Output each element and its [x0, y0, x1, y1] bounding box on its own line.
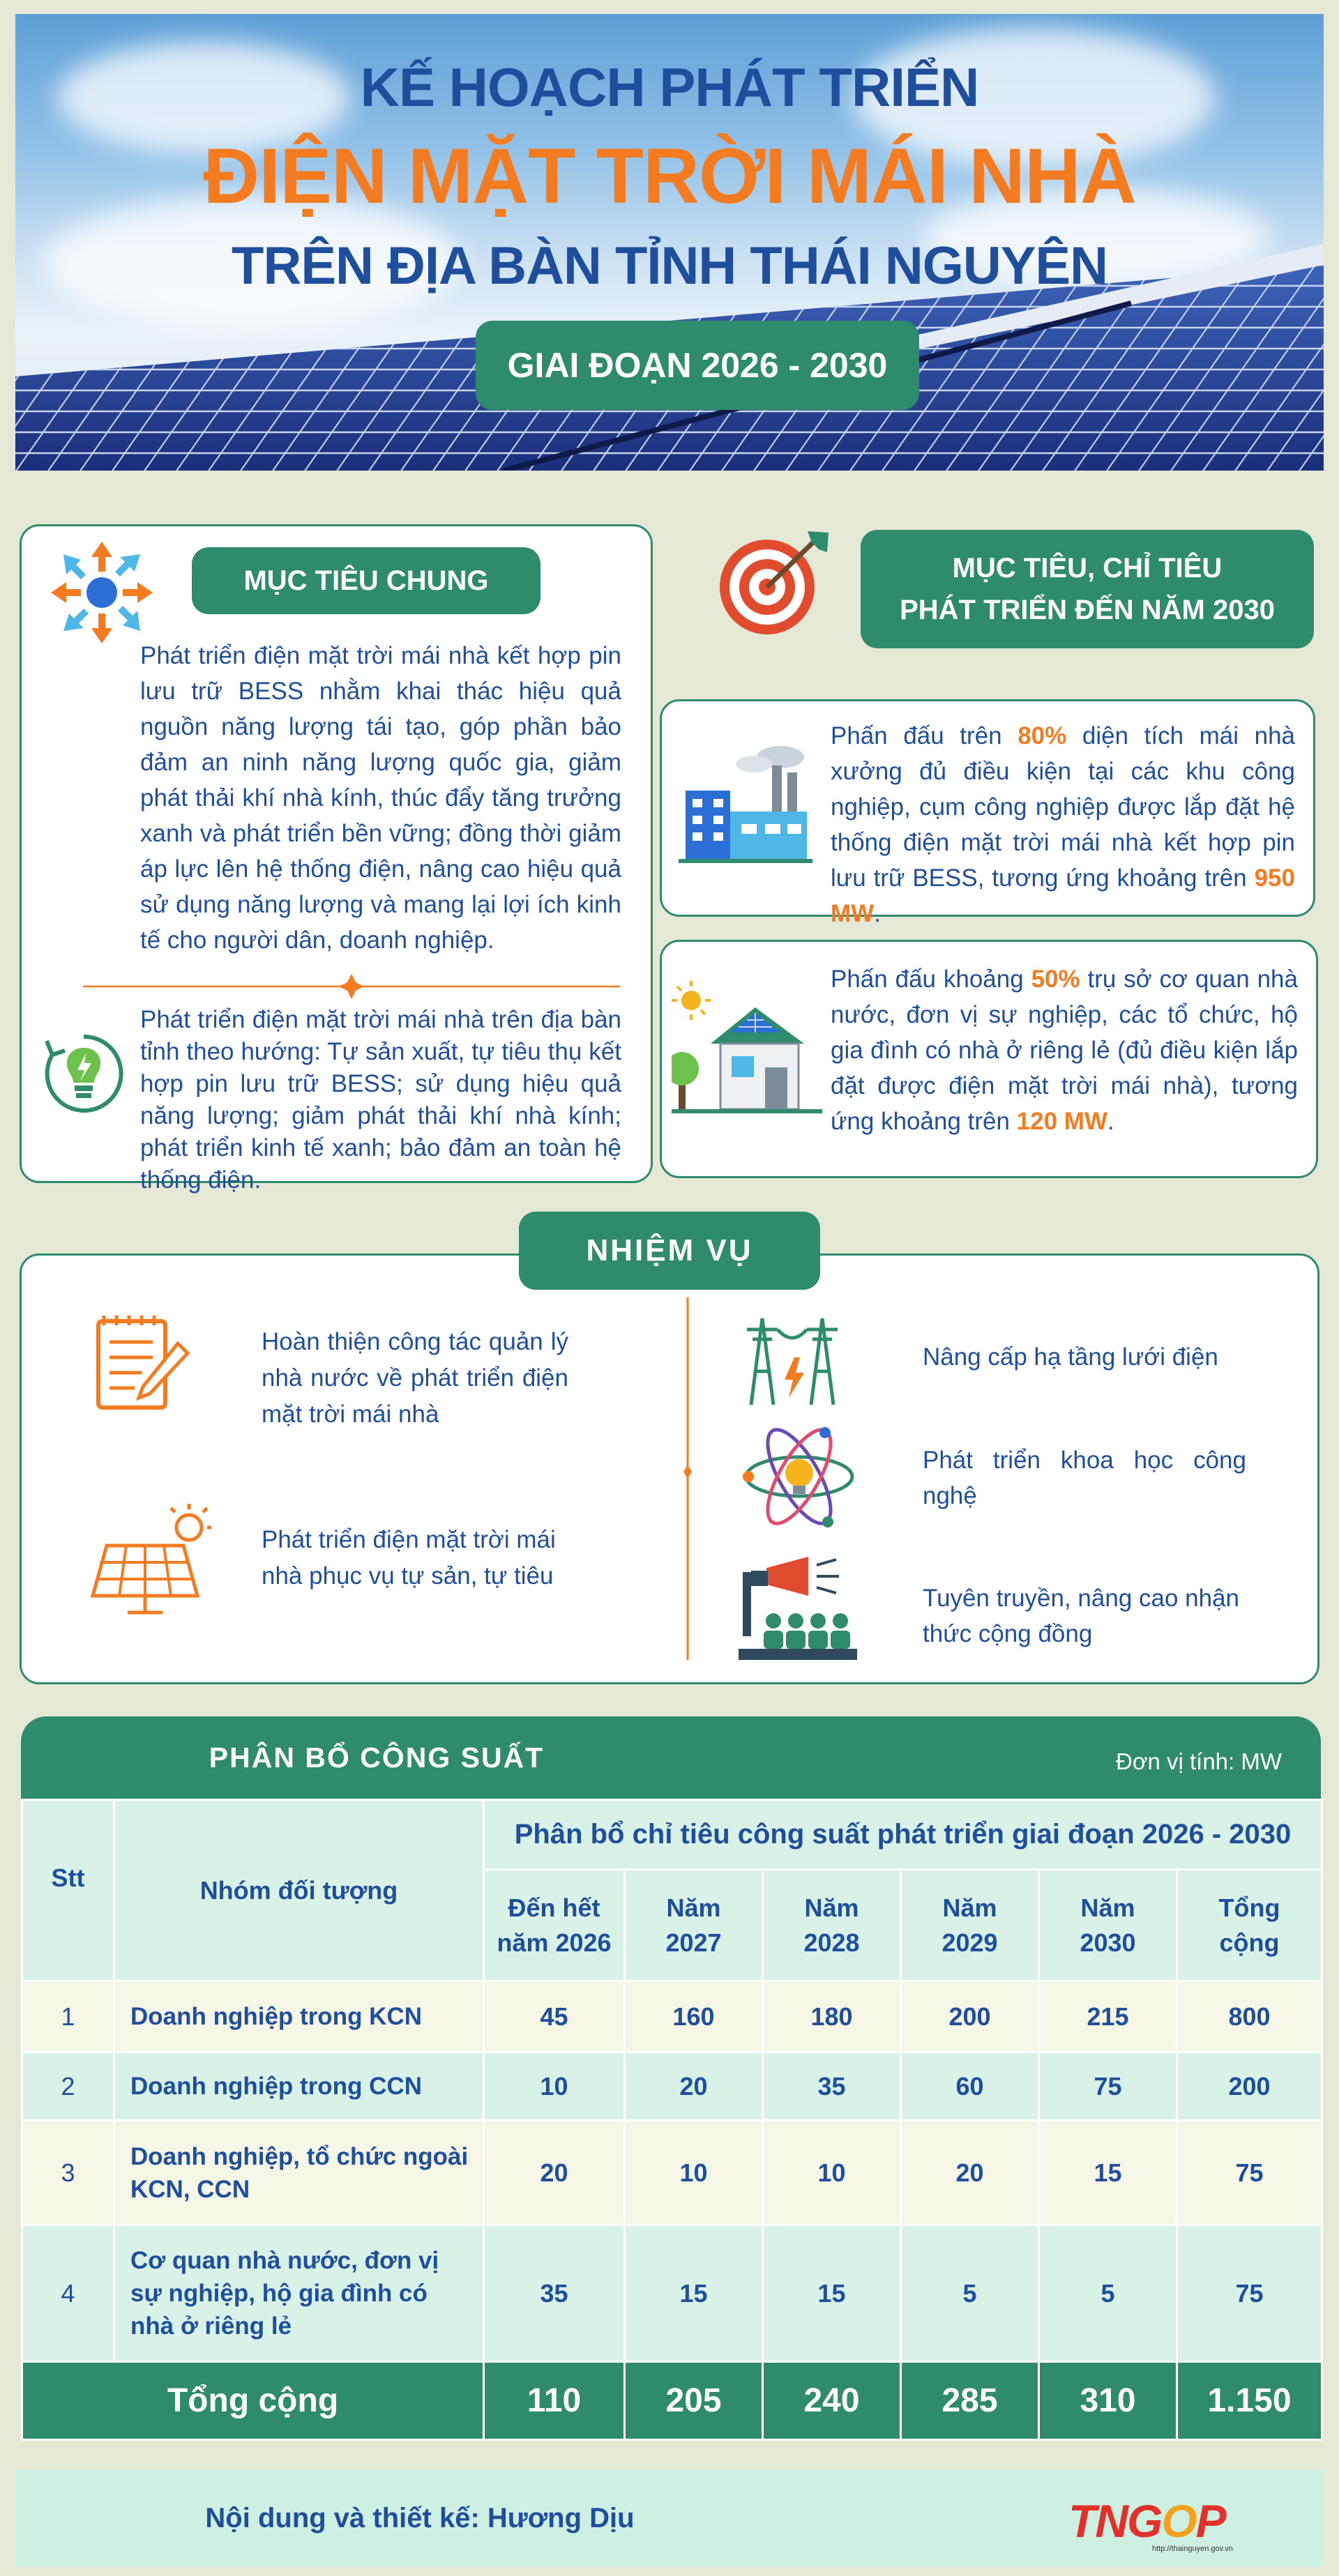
solar-house-icon: [672, 977, 822, 1137]
row-value: 10: [484, 2052, 625, 2121]
power-grid-icon: [741, 1311, 853, 1409]
row-value: 75: [1039, 2052, 1177, 2121]
converging-arrows-icon: [50, 540, 154, 645]
header-total-l1: Tổng: [1218, 1893, 1280, 1922]
solar-panel-icon: [86, 1500, 211, 1618]
table-row: [22, 2121, 1322, 2225]
row-group-name: Cơ quan nhà nước, đơn vị sự nghiệp, hộ gia đình có nhà ở riêng lẻ: [114, 2225, 484, 2362]
total-value: 240: [763, 2362, 901, 2440]
general-goal-paragraph-2: Phát triển điện mặt trời mái nhà trên địa bàn tỉnh theo hướng: Tự sản xuất, tự tiêu thụ kết hợp pin lưu trữ BESS; sử dụng hiệu quả năng lượng; giảm phát thải khí nhà kính; phát triển kinh tế xanh; bảo đảm an toàn hệ thống điện.: [140, 1006, 621, 1194]
target-industrial-capacity: 950 MW: [831, 864, 1295, 927]
row-value: 180: [763, 1981, 901, 2052]
header-year-2030-l1: Năm: [1080, 1893, 1135, 1922]
header-stt: Stt: [22, 1800, 114, 1981]
tasks-divider: [681, 1297, 695, 1660]
header-year-2028-l2: 2028: [803, 1928, 860, 1957]
row-group-name: Doanh nghiệp trong CCN: [114, 2052, 484, 2121]
row-stt: 3: [22, 2121, 114, 2225]
row-value: 20: [901, 2121, 1039, 2225]
header-year-2026: [484, 1870, 625, 1981]
logo-part-o: O: [1161, 2495, 1196, 2547]
row-value: 215: [1039, 1981, 1177, 2052]
row-value: 5: [901, 2225, 1039, 2362]
factory-icon: [676, 742, 815, 867]
row-value: 15: [1039, 2121, 1177, 2225]
row-total: 75: [1177, 2121, 1322, 2225]
row-total: 200: [1177, 2052, 1322, 2121]
table-title: PHÂN BỔ CÔNG SUẤT: [209, 1742, 545, 1774]
footer: [15, 2469, 1324, 2567]
document-pen-icon: [89, 1311, 193, 1416]
total-value: 310: [1039, 2362, 1177, 2440]
target-industrial-text: [831, 718, 1295, 931]
target-households-capacity: 120 MW: [1016, 1108, 1107, 1135]
target-households-text-end: .: [1107, 1108, 1114, 1135]
target-households-text: [831, 961, 1298, 1139]
megaphone-audience-icon: [739, 1557, 857, 1661]
logo-part-b: P: [1195, 2495, 1225, 2547]
row-stt: 2: [22, 2052, 114, 2121]
hero-title-line1: KẾ HOẠCH PHÁT TRIỂN: [360, 56, 979, 118]
hero-title-line2: ĐIỆN MẶT TRỜI MÁI NHÀ: [203, 132, 1136, 220]
task-item-5: Tuyên truyền, nâng cao nhận thức cộng đồng: [923, 1585, 1240, 1647]
target-card-industrial: [660, 699, 1315, 927]
divider-ornament: [83, 973, 620, 1000]
general-goal-card: [20, 524, 653, 1194]
row-value: 45: [484, 1981, 625, 2052]
header-year-2027: [625, 1870, 763, 1981]
target-industrial-percent: 80%: [1018, 722, 1067, 749]
task-item-4: Phát triển khoa học công nghệ: [923, 1447, 1246, 1509]
grand-total-value: 1.150: [1177, 2362, 1322, 2440]
target-card-households: [660, 940, 1318, 1178]
total-label: Tổng cộng: [22, 2362, 484, 2440]
total-value: 110: [484, 2362, 625, 2440]
header-year-2026-l1: Đến hết: [508, 1893, 600, 1922]
row-total: 800: [1177, 1981, 1322, 2052]
table-row: [22, 2225, 1322, 2362]
row-value: 15: [625, 2225, 763, 2362]
logo-url: http://thainguyen.gov.vn: [1152, 2545, 1233, 2553]
row-value: 60: [901, 2052, 1039, 2121]
allocation-table: [21, 1799, 1323, 2441]
row-value: 35: [484, 2225, 625, 2362]
targets-title-line1: MỤC TIÊU, CHỈ TIÊU: [952, 553, 1223, 584]
task-item-3: Nâng cấp hạ tầng lưới điện: [923, 1343, 1218, 1371]
task-item-1: Hoàn thiện công tác quản lý nhà nước về phát triển điện mặt trời mái nhà: [262, 1328, 568, 1428]
row-group-name: Doanh nghiệp, tổ chức ngoài KCN, CCN: [114, 2121, 484, 2225]
target-industrial-text-mid: diện tích mái nhà xưởng đủ điều kiện tại các khu công nghiệp, cụm công nghiệp được lắp đặt hệ thống điện mặt trời mái nhà kết hợp pin lưu trữ BESS, tương ứng khoảng trên: [831, 722, 1296, 892]
header-year-2029: [901, 1870, 1039, 1981]
target-households-text-pre: Phấn đấu khoảng: [831, 966, 1031, 993]
target-icon: [717, 528, 831, 636]
science-atom-icon: [740, 1417, 858, 1536]
header-group: Nhóm đối tượng: [114, 1800, 484, 1981]
tngop-logo: [1068, 2494, 1225, 2547]
target-industrial-text-pre: Phấn đấu trên: [831, 722, 1018, 749]
header-year-2028: [763, 1870, 901, 1981]
table-unit: Đơn vị tính: MW: [1115, 1748, 1282, 1774]
row-value: 20: [625, 2052, 763, 2121]
table-total-row: [22, 2362, 1322, 2440]
targets-title: [861, 530, 1314, 648]
target-households-percent: 50%: [1031, 966, 1080, 993]
tasks-card: [20, 1253, 1319, 1684]
row-value: 15: [763, 2225, 901, 2362]
header-year-2030: [1039, 1870, 1177, 1981]
row-value: 35: [763, 2052, 901, 2121]
header-total: [1177, 1870, 1322, 1981]
row-value: 10: [625, 2121, 763, 2225]
table-row: [22, 1981, 1322, 2052]
capacity-allocation-table: [21, 1716, 1321, 2441]
table-row: [22, 2052, 1322, 2121]
hero-title-line3: TRÊN ĐỊA BÀN TỈNH THÁI NGUYÊN: [232, 236, 1107, 296]
target-industrial-text-end: .: [874, 900, 881, 927]
row-value: 160: [625, 1981, 763, 2052]
logo-part-a: TNG: [1068, 2495, 1162, 2547]
tasks-title: NHIỆM VỤ: [519, 1212, 820, 1290]
total-value: 205: [625, 2362, 763, 2440]
row-value: 20: [484, 2121, 625, 2225]
task-item-2: Phát triển điện mặt trời mái nhà phục vụ tự sản, tự tiêu: [262, 1526, 556, 1590]
header-year-2027-l2: 2027: [665, 1928, 722, 1957]
row-value: 5: [1039, 2225, 1177, 2362]
hero-banner: [15, 14, 1324, 471]
row-value: 10: [763, 2121, 901, 2225]
target-households-text-mid: trụ sở cơ quan nhà nước, đơn vị sự nghiệp, các tổ chức, hộ gia đình có nhà ở riêng lẻ (đủ điều kiện lắp đặt được điện mặt trời mái nhà), tương ứng khoảng trên: [831, 966, 1298, 1135]
green-energy-bulb-icon: [38, 1028, 129, 1119]
header-year-2029-l2: 2029: [941, 1928, 998, 1957]
table-header-bar: [21, 1716, 1321, 1799]
row-value: 200: [901, 1981, 1039, 2052]
header-year-2030-l2: 2030: [1080, 1928, 1136, 1957]
header-year-2028-l1: Năm: [804, 1893, 859, 1922]
total-value: 285: [901, 2362, 1039, 2440]
targets-title-line2: PHÁT TRIỂN ĐẾN NĂM 2030: [900, 595, 1275, 625]
header-year-2029-l1: Năm: [942, 1893, 997, 1922]
row-stt: 4: [22, 2225, 114, 2362]
header-year-2027-l1: Năm: [666, 1893, 721, 1922]
row-group-name: Doanh nghiệp trong KCN: [114, 1981, 484, 2052]
period-badge: GIAI ĐOẠN 2026 - 2030: [476, 321, 919, 410]
credit-text: Nội dung và thiết kế: Hương Dịu: [205, 2503, 635, 2533]
general-goal-paragraph-1: Phát triển điện mặt trời mái nhà kết hợp pin lưu trữ BESS nhằm khai thác hiệu quả nguồn năng lượng tái tạo, góp phần bảo đảm an ninh năng lượng quốc gia, giảm phát thải khí nhà kính, thúc đẩy tăng trưởng xanh và phát triển bền vững; đồng thời giảm áp lực lên hệ thống điện, nâng cao hiệu quả sử dụng năng lượng và mang lại lợi ích kinh tế cho người dân, doanh nghiệp.: [140, 642, 621, 954]
row-total: 75: [1177, 2225, 1322, 2362]
row-stt: 1: [22, 1981, 114, 2052]
header-total-l2: cộng: [1219, 1928, 1280, 1957]
general-goal-title: MỤC TIÊU CHUNG: [192, 547, 540, 614]
header-year-2026-l2: năm 2026: [497, 1928, 612, 1957]
header-allocation-period: Phân bổ chỉ tiêu công suất phát triển giai đoạn 2026 - 2030: [484, 1800, 1322, 1870]
